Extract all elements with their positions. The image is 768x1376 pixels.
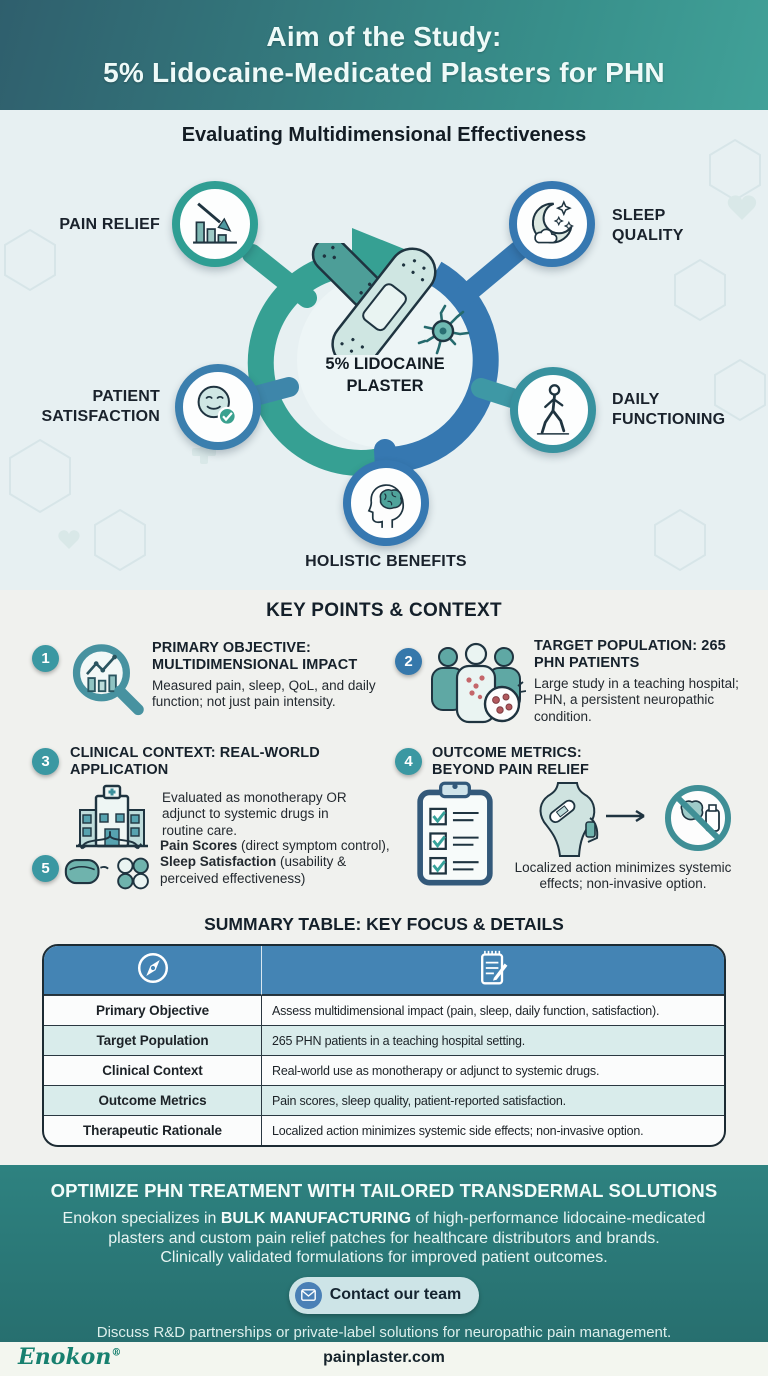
label-holistic-benefits: HOLISTIC BENEFITS [305, 553, 467, 570]
badge-4: 4 [395, 748, 422, 775]
table-row [44, 1115, 724, 1145]
bottom-bar [0, 1342, 768, 1376]
label-daily-functioning: DAILY FUNCTIONING [612, 391, 726, 428]
table-row-key: Clinical Context [44, 1055, 262, 1085]
no-systemic-icon [668, 788, 728, 848]
summary-table-section [0, 908, 768, 1165]
registered-mark: ® [111, 1347, 122, 1359]
footer-body [57, 1209, 712, 1268]
body-patch-icon [541, 783, 598, 856]
table-row [44, 995, 724, 1025]
page-title-line2: 5% Lidocaine-Medicated Plasters for PHN [103, 57, 665, 88]
diagram-section [0, 110, 768, 590]
table-row-value: Real-world use as monotherapy or adjunct to systemic drugs. [262, 1055, 724, 1085]
neuron-icon [419, 306, 468, 353]
footer-body-pre: Enokon specializes in [62, 1210, 221, 1227]
point1-body: Measured pain, sleep, QoL, and daily function; not just pain intensity. [152, 678, 376, 710]
table-row [44, 1025, 724, 1055]
bar-chart-decline-icon [188, 197, 242, 251]
table-row-key: Outcome Metrics [44, 1085, 262, 1115]
node-patient-satisfaction [175, 364, 261, 450]
clipboard-checklist-icon [414, 780, 496, 888]
key-points-heading: KEY POINTS & CONTEXT [266, 600, 502, 621]
point4-title: OUTCOME METRICS: BEYOND PAIN RELIEF [432, 745, 590, 779]
hub-center-label: 5% LIDOCAINE PLASTER [325, 355, 445, 396]
table-header-focus [44, 946, 262, 995]
contact-team-label: Contact our team [329, 1286, 462, 1304]
point2-title: TARGET POPULATION: 265 PHN PATIENTS [534, 638, 726, 672]
connector-daily-functioning [481, 388, 512, 398]
table-row-key: Target Population [44, 1025, 262, 1055]
website-url[interactable]: painplaster.com [323, 1349, 445, 1366]
table-row-value: Assess multidimensional impact (pain, sleep, daily function, satisfaction). [262, 995, 724, 1025]
envelope-icon [295, 1282, 322, 1309]
footer-headline: OPTIMIZE PHN TREATMENT WITH TAILORED TRANSDERMAL SOLUTIONS [50, 1180, 718, 1201]
point5-text1: (direct symptom control), [237, 838, 390, 853]
compass-icon [134, 949, 172, 987]
node-holistic-benefits [343, 460, 429, 546]
point3-title: CLINICAL CONTEXT: REAL-WORLD APPLICATION [70, 745, 320, 779]
brain-head-icon [361, 475, 411, 531]
footer-body-bold: BULK MANUFACTURING [220, 1210, 412, 1227]
localized-action-icon [500, 778, 750, 858]
table-row-value: Localized action minimizes systemic side effects; non-invasive option. [262, 1115, 724, 1145]
point3-body: Evaluated as monotherapy OR adjunct to systemic drugs in routine care. [162, 790, 347, 838]
notepad-icon [475, 948, 511, 988]
walking-person-icon [528, 383, 578, 437]
table-row-key: Therapeutic Rationale [44, 1115, 262, 1145]
badge-1: 1 [32, 645, 59, 672]
table-row [44, 1055, 724, 1085]
lidocaine-plaster-icon [295, 243, 475, 355]
arrow-right-icon [606, 811, 644, 821]
footer-note: Discuss R&D partnerships or private-label solutions for neuropathic pain management. [96, 1323, 672, 1341]
table-row-value: 265 PHN patients in a teaching hospital setting. [262, 1025, 724, 1055]
node-sleep-quality [509, 181, 595, 267]
point4-body: Localized action minimizes systemic effects; non-invasive option. [514, 860, 732, 892]
point2-body: Large study in a teaching hospital; PHN, a persistent neuropathic condition. [534, 676, 739, 724]
node-daily-functioning [510, 367, 596, 453]
point5-text2: (usability & perceived effectiveness) [160, 854, 347, 886]
label-pain-relief: PAIN RELIEF [59, 216, 160, 233]
key-points-section [0, 590, 768, 908]
brand-name: Enokon [18, 1344, 112, 1370]
point5-bold2: Sleep Satisfaction [160, 854, 277, 870]
moon-stars-icon [525, 197, 579, 251]
summary-table-heading: SUMMARY TABLE: KEY FOCUS & DETAILS [204, 914, 564, 934]
contact-team-button[interactable] [289, 1277, 480, 1314]
smiley-check-icon [191, 380, 245, 434]
patients-group-icon [426, 642, 526, 726]
summary-table [42, 944, 726, 1147]
label-sleep-quality: SLEEP QUALITY [612, 207, 684, 244]
footer-cta-section [0, 1165, 768, 1342]
diagram-heading: Evaluating Multidimensional Effectiveness [181, 124, 587, 146]
label-patient-satisfaction: PATIENT SATISFACTION [41, 388, 160, 425]
header-banner [0, 0, 768, 110]
point5-bold1: Pain Scores [160, 838, 238, 853]
badge-3: 3 [32, 748, 59, 775]
footer-body-line2: Clinically validated formulations for improved patient outcomes. [160, 1249, 608, 1267]
point1-title: PRIMARY OBJECTIVE: MULTIDIMENSIONAL IMPACT [152, 640, 358, 674]
table-header-row [44, 946, 724, 995]
footer-body-post: of high-performance lidocaine-medicated plasters and custom pain relief patches for healthcare distributors and brands. [108, 1210, 706, 1247]
table-row-key: Primary Objective [44, 995, 262, 1025]
page-title-line1: Aim of the Study: [266, 20, 502, 52]
node-pain-relief [172, 181, 258, 267]
badge-5: 5 [32, 855, 59, 882]
pills-patches-icon [62, 830, 158, 892]
table-header-details [262, 946, 724, 995]
badge-2: 2 [395, 648, 422, 675]
magnifier-chart-icon [66, 640, 150, 724]
point5-body [160, 838, 398, 887]
table-row-value: Pain scores, sleep quality, patient-reported satisfaction. [262, 1085, 724, 1115]
table-row [44, 1085, 724, 1115]
